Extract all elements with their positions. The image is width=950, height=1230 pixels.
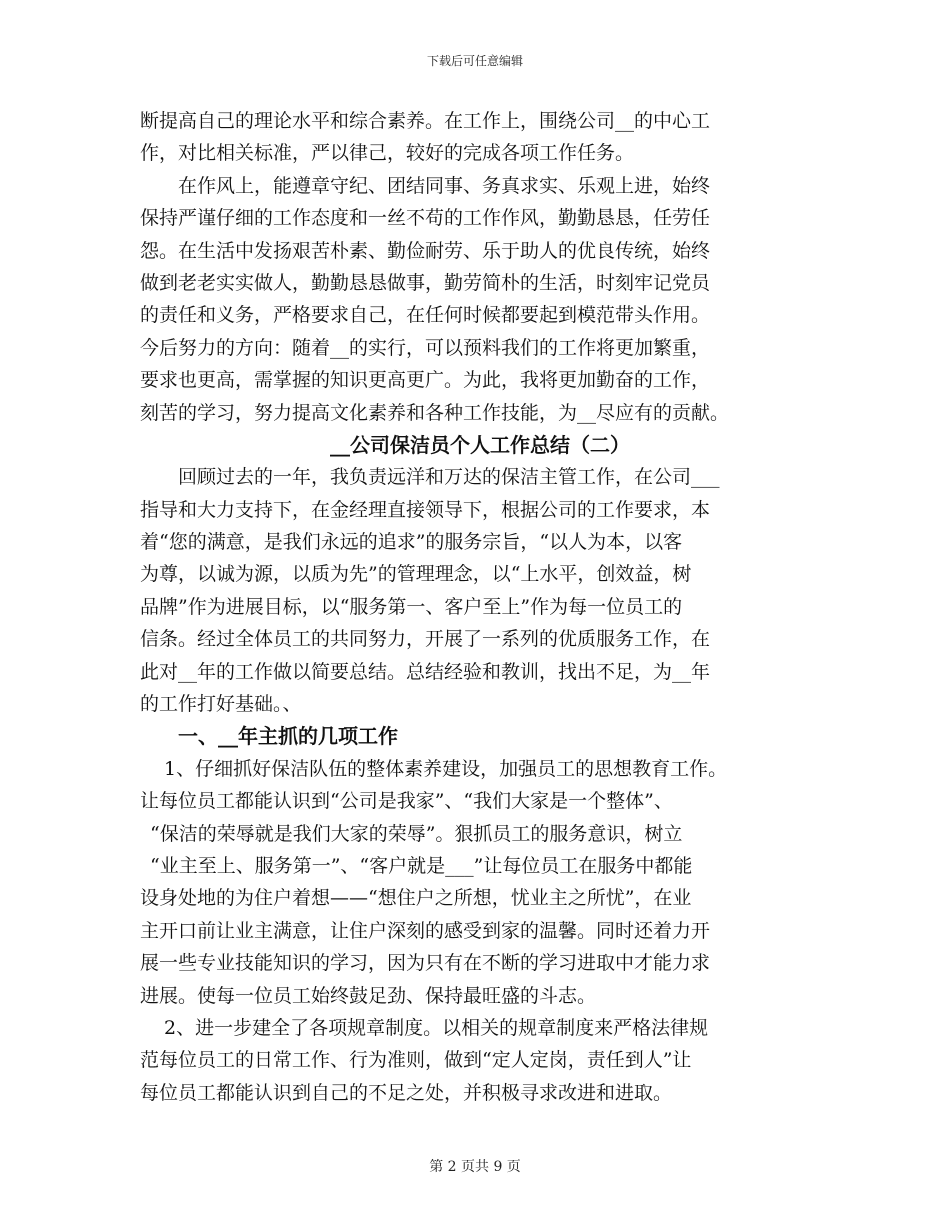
text-line: 范每位员工的日常工作、行为准则，做到“定人定岗，责任到人”让 [140,1049,692,1072]
page-footer: 第 2 页共 9 页 [429,1159,521,1175]
paragraph-start: 在作风上，能遵章守纪、团结同事、务真求实、乐观上进，始终 [178,174,711,197]
text-line: 怨。在生活中发扬艰苦朴素、勤俭耐劳、乐于助人的优良传统，始终 [140,239,711,262]
subsection-heading: 一、__年主抓的几项工作 [178,724,398,749]
text-line: 主开口前让业主满意，让住户深刻的感受到家的温馨。同时还着力开 [140,919,711,942]
text-line: 刻苦的学习，努力提高文化素养和各种工作技能，为__尽应有的贡献。 [140,401,730,424]
text-line: 进展。使每一位员工始终鼓足劲、保持最旺盛的斗志。 [140,984,597,1007]
paragraph-start: 1、仔细抓好保洁队伍的整体素养建设，加强员工的思想教育工作。 [164,757,728,780]
text-line: 今后努力的方向：随着__的实行，可以预料我们的工作将更加繁重， [140,336,711,359]
section-title: __公司保洁员个人工作总结（二） [330,432,630,457]
text-line: 作，对比相关标准，严以律己，较好的完成各项工作任务。 [140,142,635,165]
text-line: 指导和大力支持下，在金经理直接领导下，根据公司的工作要求，本 [140,498,711,521]
text-line: 的工作打好基础。、 [140,693,302,716]
text-line: 每位员工都能认识到自己的不足之处，并积极寻求改进和进取。 [140,1081,673,1104]
text-line: 做到老老实实做人，勤勤恳恳做事，勤劳简朴的生活，时刻牢记党员 [140,271,711,294]
text-line: “保洁的荣辱就是我们大家的荣辱”。狠抓员工的服务意识，树立 [150,822,683,845]
text-line: “业主至上、服务第一”、“客户就是___”让每位员工在服务中都能 [150,854,693,877]
text-line: 为尊，以诚为源，以质为先”的管理理念，以“上水平，创效益，树 [140,563,692,586]
text-line: 让每位员工都能认识到“公司是我家”、“我们大家是一个整体”、 [140,790,673,813]
text-line: 信条。经过全体员工的共同努力，开展了一系列的优质服务工作，在 [140,628,711,651]
text-line: 着“您的满意，是我们永远的追求”的服务宗旨，“以人为本，以客 [140,531,683,554]
text-line: 品牌”作为进展目标，以“服务第一、客户至上”作为每一位员工的 [140,595,683,618]
text-line: 设身处地的为住户着想——“想住户之所想，忧业主之所忧”，在业 [140,887,692,910]
text-line: 此对__年的工作做以简要总结。总结经验和教训，找出不足，为__年 [140,660,711,683]
document-body [140,105,820,1109]
text-line: 断提高自己的理论水平和综合素养。在工作上，围绕公司__的中心工 [140,110,711,132]
text-line: 的责任和义务，严格要求自己，在任何时候都要起到模范带头作用。 [140,304,711,327]
text-line: 保持严谨仔细的工作态度和一丝不苟的工作作风，勤勤恳恳，任劳任 [140,207,711,230]
page-header: 下载后可任意编辑 [426,54,523,68]
paragraph-start: 回顾过去的一年，我负责远洋和万达的保洁主管工作，在公司___ [178,466,720,489]
text-line: 展一些专业技能知识的学习，因为只有在不断的学习进取中才能力求 [140,952,711,975]
text-line: 要求也更高，需掌握的知识更高更广。为此，我将更加勤奋的工作， [140,369,711,392]
paragraph-start: 2、进一步建全了各项规章制度。以相关的规章制度来严格法律规 [164,1016,709,1039]
